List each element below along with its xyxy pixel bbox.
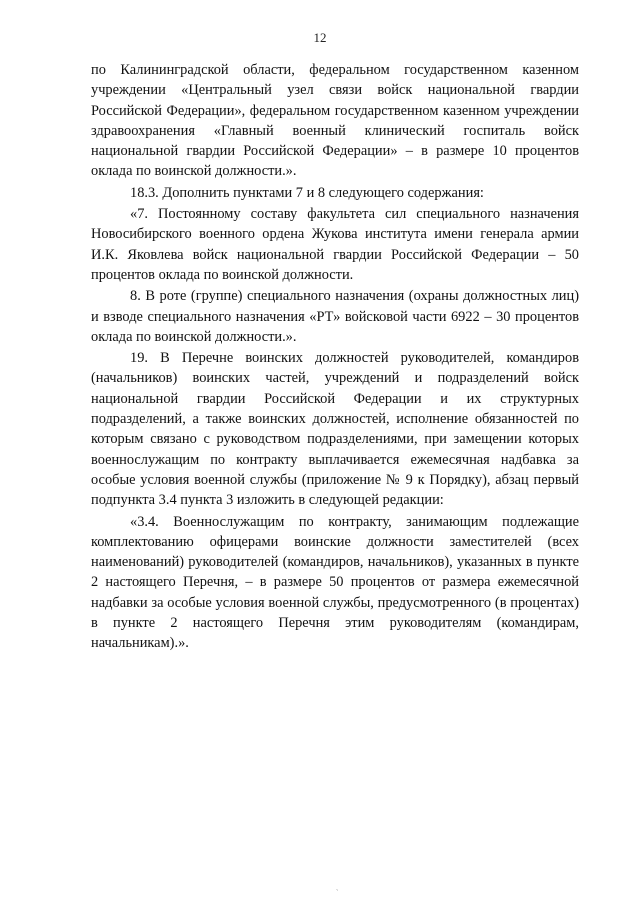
paragraph: «7. Постоянному составу факультета сил специального назначения Новосибирского военного ордена Жукова института имени генерала армии И.К. Яковлева войск национальной гвардии Российской Федерации – 50 процентов оклада по воинской должности. <box>91 206 579 283</box>
scan-artifact: ˏ <box>336 883 339 891</box>
page-number: 12 <box>313 30 327 45</box>
paragraph: 8. В роте (группе) специального назначения (охраны должностных лиц) и взводе специального назначения «РТ» войсковой части 6922 – 30 процентов оклада по воинской должности.». <box>91 288 579 345</box>
paragraph: 19. В Перечне воинских должностей руководителей, командиров (начальников) воинских частей, учреждений и подразделений войск национальной гвардии Российской Федерации и их структурных подразделений, а также воинских должностей, исполнение обязанностей по которым связано с руководством подразделениями, при замещении которых военнослужащим по контракту выплачивается ежемесячная надбавка за особые условия военной службы (приложение № 9 к Порядку), абзац первый подпункта 3.4 пункта 3 изложить в следующей редакции: <box>91 350 579 509</box>
paragraph: по Калининградской области, федеральном государственном казенном учреждении «Центральный узел связи войск национальной гвардии Российской Федерации», федеральном государственном казенном учреждении здравоохранения «Главный военный клинический госпиталь войск национальной гвардии Российской Федерации» – в размере 10 процентов оклада по воинской должности.». <box>91 62 579 180</box>
paragraph: 18.3. Дополнить пунктами 7 и 8 следующего содержания: <box>130 184 484 201</box>
paragraph: «3.4. Военнослужащим по контракту, занимающим подлежащие комплектованию офицерами воинские должности заместителей (всех наименований) руководителей (командиров, начальников), указанных в пункте 2 настоящего Перечня, – в размере 50 процентов от размера ежемесячной надбавки за особые условия военной службы, предусмотренного (в процентах) в пункте 2 настоящего Перечня этим руководителям (командирам, начальникам).». <box>91 513 579 652</box>
document-body <box>91 60 579 655</box>
